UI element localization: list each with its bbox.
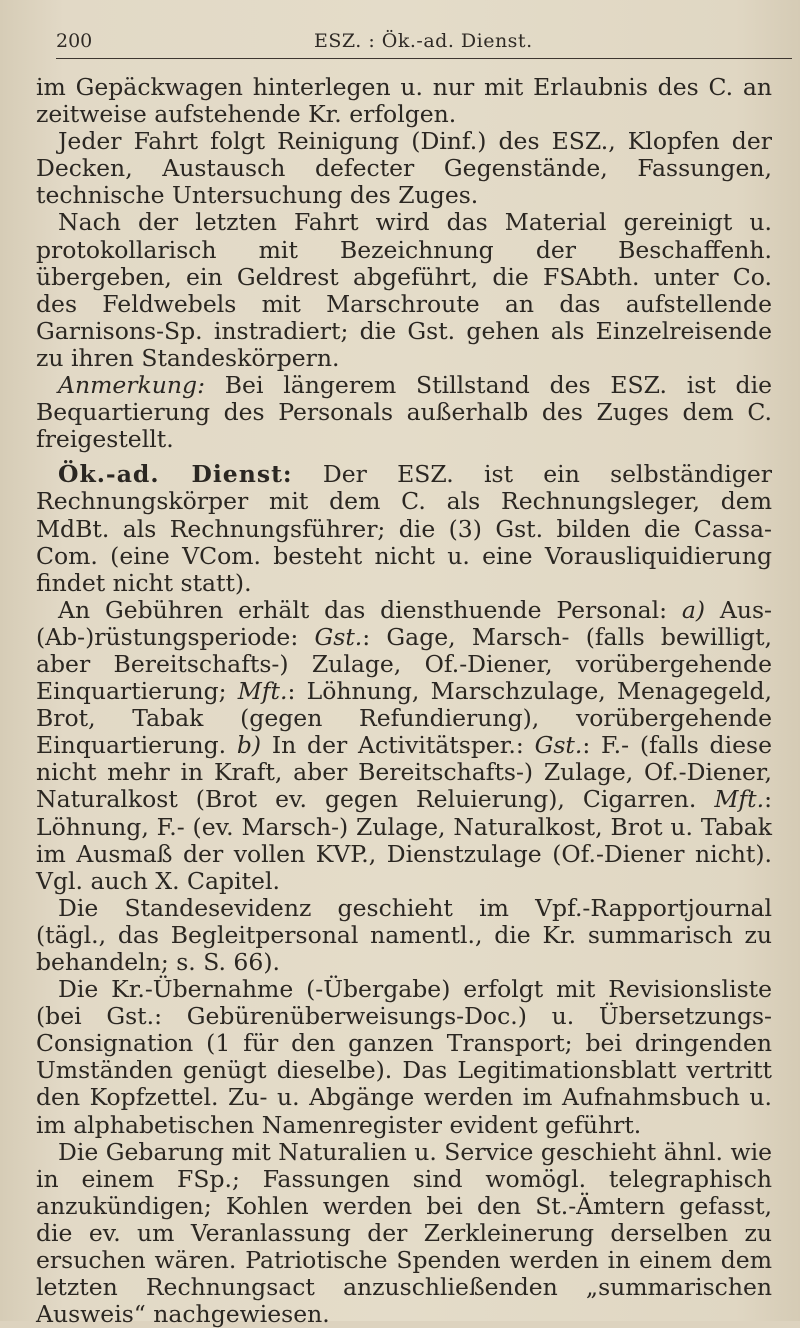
italic-segment: Mft. [714,785,765,814]
text-segment: : Löhnung, Marschzulage, Menagegeld, Brot, Tabak (gegen Refundierung), vorübergehende Einquartierung. [36,677,772,760]
note-text: Bei längerem Stillstand des ESZ. ist die Bequartierung des Personals außerhalb des Zuges dem C. freigestellt. [36,371,772,454]
body-text [36,74,772,1328]
italic-segment: a) [681,595,706,624]
section-title: Ök.-ad. Dienst: [58,460,293,489]
text-segment: : Löhnung, F.- (ev. Marsch-) Zulage, Naturalkost, Brot u. Tabak im Ausmaß der vollen KVP., Dienstzulage (Of.-Diener nicht). Vgl. auch X. Capitel. [36,785,772,895]
page-number: 200 [56,30,93,52]
italic-segment: Gst. [314,622,363,651]
italic-segment: Mft. [237,677,288,706]
paragraph-uebernahme: Die Kr.-Übernahme (-Übergabe) erfolgt mit Revisionsliste (bei Gst.: Gebürenüberweisungs-Doc.) u. Übersetzungs-Consignation (1 für den ganzen Transport; bei dringenden Umständen genügt dieselbe). Das Legitimationsblatt vertritt den Kopfzettel. Zu- u. Abgänge werden im Aufnahmsbuch u. im alphabetischen Namenregister evident geführt. [36,975,772,1139]
text-segment: Aus-(Ab-)rüstungsperiode: [36,595,772,651]
paragraph-1: im Gepäckwagen hinterlegen u. nur mit Erlaubnis des C. an zeitweise aufstehende Kr. erfolgen. [36,73,772,129]
section-oek-ad-dienst [36,461,772,596]
paragraph-gebarung: Die Gebarung mit Naturalien u. Service geschieht ähnl. wie in einem FSp.; Fassungen sind womögl. telegraphisch anzukündigen; Kohlen werden bei den St.-Ämtern gefasst, die ev. um Veranlassung der Zerkleinerung derselben zu ersuchen wären. Patriotische Spenden werden in einem dem letzten Rechnungsact anzuschließenden „summarischen Ausweis“ nachgewiesen. [36,1137,772,1328]
section-text: Der ESZ. ist ein selbständiger Rechnungskörper mit dem C. als Rechnungsleger, dem MdBt. als Rechnungsführer; die (3) Gst. bilden die Cassa-Com. (eine VCom. besteht nicht u. eine Vorausliquidierung findet nicht statt). [36,460,773,597]
text-segment: In der Activitätsper.: [261,731,535,760]
paragraph-gebuehren [36,597,772,895]
paragraph-2: Jeder Fahrt folgt Reinigung (Dinf.) des ESZ., Klopfen der Decken, Austausch defecter Gegenstände, Fassungen, technische Untersuchung des Zuges. [36,127,772,210]
page-header [56,30,788,58]
paragraph-standesevidenz: Die Standesevidenz geschieht im Vpf.-Rapportjournal (tägl., das Begleitpersonal namentl., die Kr. summarisch zu behandeln; s. S. 66). [36,893,772,976]
header-rule [56,58,792,59]
running-head: ESZ. : Ök.-ad. Dienst. [314,30,533,52]
text-segment: : Gage, Marsch- (falls bewilligt, aber Bereitschafts-) Zulage, Of.-Diener, vorübergehende Einquartierung; [36,622,772,706]
note-label: Anmerkung: [58,371,206,400]
italic-segment: b) [236,731,262,760]
paragraph-3: Nach der letzten Fahrt wird das Material gereinigt u. protokollarisch mit Bezeichnung der Beschaffenh. übergeben, ein Geldrest abgeführt, die FSAbth. unter Co. des Feldwebels mit Marschroute an das aufstellende Garnisons-Sp. instradiert; die Gst. gehen als Einzelreisende zu ihren Standeskörpern. [36,208,772,372]
italic-segment: Gst. [534,731,583,760]
text-segment: : F.- (falls diese nicht mehr in Kraft, aber Bereitschafts-) Zulage, Of.-Diener, Naturalkost (Brot ev. gegen Reluierung), Cigarren. [36,731,772,814]
text-segment: An Gebühren erhält das diensthuende Personal: [58,595,682,624]
note-paragraph [36,372,772,453]
